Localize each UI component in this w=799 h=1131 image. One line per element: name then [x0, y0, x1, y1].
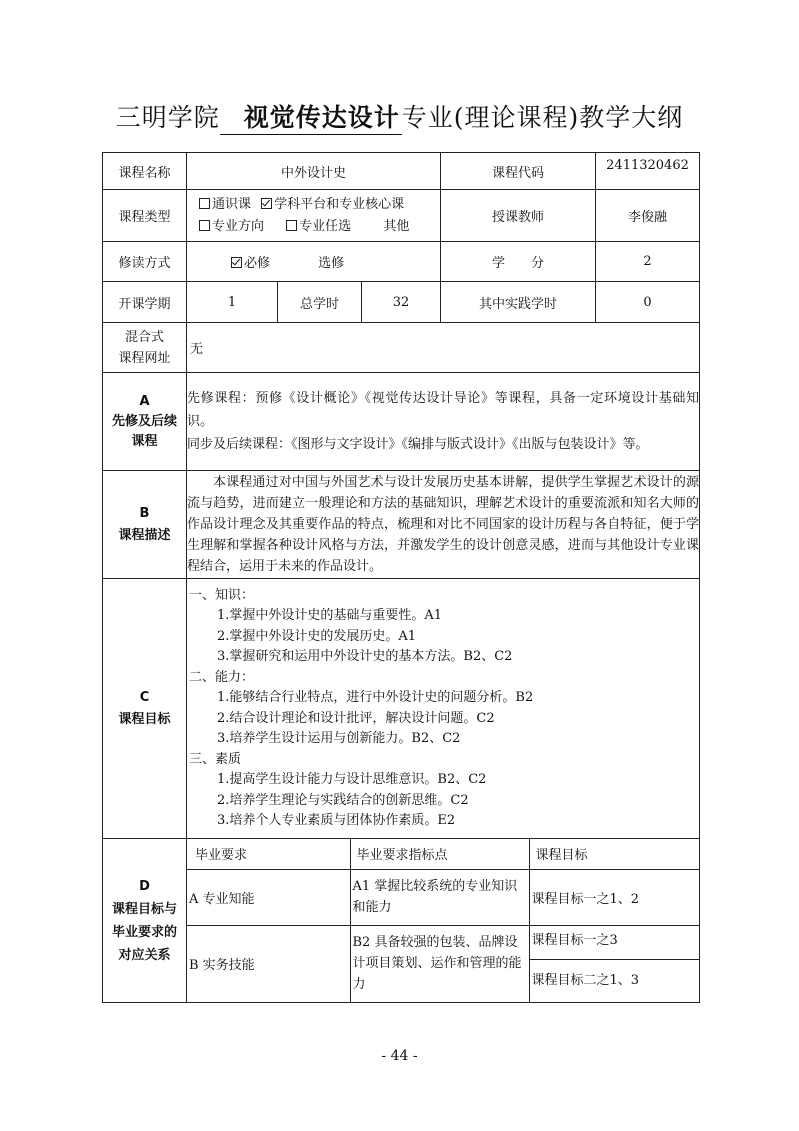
teacher-label: 授课教师: [441, 190, 596, 242]
course-code-label: 课程代码: [441, 153, 596, 190]
knowledge-item-3: 3.掌握研究和运用中外设计史的基本方法。B2、C2: [217, 649, 513, 664]
course-description: 本课程通过对中国与外国艺术与设计发展历史基本讲解，提供学生掌握艺术设计的源流与趋势，进而建立一般理论和方法的基础知识，理解艺术设计的重要流派和知名大师的作品设计理念及其重要作品的特点，梳理和对比不同国家的设计历程与各自特征，便于学生理解和掌握各种设计风格与方法，并激发学生的设计创意灵感，进而与其他设计专业课程结合，运用于未来的作品设计。: [187, 471, 700, 579]
practice-hours: 0: [596, 282, 700, 323]
course-code: 2411320462: [596, 153, 700, 190]
mapping-cell: [187, 839, 700, 1003]
credit-label: 学 分: [441, 242, 596, 282]
section-d-label-line1: 课程目标与: [111, 901, 177, 917]
course-name: 中外设计史: [187, 153, 441, 190]
course-type-label: 课程类型: [103, 190, 187, 242]
course-url: 无: [187, 323, 700, 373]
credit: 2: [596, 242, 700, 282]
section-c-letter: C: [139, 689, 150, 705]
syllabus-table: [102, 152, 700, 1003]
section-b-label: [103, 471, 187, 579]
quality-heading: 三、素质: [189, 751, 242, 767]
mapping-header-row: [187, 839, 699, 869]
section-d-letter: D: [139, 878, 150, 894]
section-c-label-text: 课程目标: [118, 711, 171, 727]
title-prefix: 三明学院: [115, 103, 220, 132]
teacher: 李俊融: [596, 190, 700, 242]
section-d-label: [103, 839, 187, 1003]
page-number: - 44 -: [381, 1048, 418, 1064]
section-d-label-line2: 毕业要求的: [111, 924, 177, 940]
row-section-a: [103, 373, 700, 471]
knowledge-heading: 一、知识：: [189, 587, 255, 603]
checkbox-general[interactable]: [199, 198, 210, 209]
ability-item-1: 1.能够结合行业特点，进行中外设计史的问题分析。B2: [217, 690, 534, 705]
total-hours: 32: [362, 282, 441, 323]
checkbox-optional[interactable]: [286, 220, 297, 231]
row-semester: [103, 282, 700, 323]
row-section-b: [103, 471, 700, 579]
semester-label: 开课学期: [103, 282, 187, 323]
study-elective: 选修: [318, 256, 345, 271]
study-mode-options: [187, 242, 441, 282]
row-course-name: [103, 153, 700, 190]
header-goal: 课程目标: [529, 839, 699, 869]
requirement-a: A 专业知能: [187, 869, 350, 925]
title-major: 视觉传达设计: [220, 98, 402, 135]
ability-item-3: 3.培养学生设计运用与创新能力。B2、C2: [217, 731, 461, 746]
type-general: 通识课: [212, 196, 252, 212]
prereq-courses: 先修课程：预修《设计概论》《视觉传达设计导论》等课程，具备一定环境设计基础知识。: [187, 391, 700, 429]
row-section-d: [103, 839, 700, 1003]
course-objectives: [187, 579, 700, 839]
goal-b-1: 课程目标一之3: [530, 926, 700, 960]
mapping-row-a: [187, 869, 699, 925]
requirement-b: B 实务技能: [187, 925, 350, 1002]
type-direction: 专业方向: [212, 218, 265, 234]
ability-item-2: 2.结合设计理论和设计批评，解决设计问题。C2: [217, 710, 495, 726]
knowledge-item-2: 2.掌握中外设计史的发展历史。A1: [217, 628, 417, 644]
goal-a: 课程目标一之1、2: [529, 869, 699, 925]
type-core: 学科平台和专业核心课: [274, 196, 405, 212]
title-suffix: 专业(理论课程)教学大纲: [401, 103, 684, 132]
quality-item-1: 1.提高学生设计能力与设计思维意识。B2、C2: [217, 772, 487, 787]
section-a-content: [187, 373, 700, 471]
row-study-mode: [103, 242, 700, 282]
section-a-label-line2: 课程: [131, 433, 158, 449]
header-indicator: 毕业要求指标点: [350, 839, 529, 869]
goal-b-2: 课程目标二之1、3: [531, 972, 640, 988]
section-a-label: [103, 373, 187, 471]
indicator-a1: A1 掌握比较系统的专业知识和能力: [350, 869, 529, 925]
quality-item-3: 3.培养个人专业素质与团体协作素质。E2: [217, 813, 456, 828]
section-a-letter: A: [139, 393, 150, 409]
practice-hours-label: 其中实践学时: [441, 282, 596, 323]
checkbox-core-checked[interactable]: [261, 198, 272, 209]
type-other: 其他: [383, 218, 410, 234]
course-type-options: [187, 190, 441, 242]
mapping-row-b: [187, 925, 699, 1002]
course-url-label: [103, 323, 187, 373]
section-a-label-line1: 先修及后续: [111, 413, 177, 429]
total-hours-label: 总学时: [278, 282, 362, 323]
indicator-b2: B2 具备较强的包装、品牌设计项目策划、运作和管理的能力: [350, 925, 529, 1002]
row-course-url: [103, 323, 700, 373]
goal-b-cell: [529, 925, 699, 1002]
mapping-table: [187, 839, 699, 1002]
type-optional: 专业任选: [299, 218, 352, 234]
section-b-label-text: 课程描述: [118, 527, 171, 543]
followup-courses: 同步及后续课程：《图形与文字设计》《编排与版式设计》《出版与包装设计》等。: [187, 437, 649, 452]
study-required: 必修: [244, 256, 271, 271]
checkbox-required-checked[interactable]: [231, 257, 242, 268]
knowledge-item-1: 1.掌握中外设计史的基础与重要性。A1: [217, 608, 443, 623]
row-section-c: [103, 579, 700, 839]
checkbox-direction[interactable]: [199, 220, 210, 231]
page-title: [0, 98, 799, 135]
section-c-label: [103, 579, 187, 839]
course-url-label-line2: 课程网址: [118, 350, 171, 366]
course-url-label-line1: 混合式: [124, 329, 164, 345]
section-b-letter: B: [139, 505, 150, 521]
semester: 1: [187, 282, 278, 323]
header-requirement: 毕业要求: [187, 839, 350, 869]
course-name-label: 课程名称: [103, 153, 187, 190]
section-d-label-line3: 对应关系: [118, 947, 171, 963]
quality-item-2: 2.培养学生理论与实践结合的创新思维。C2: [217, 792, 469, 808]
row-course-type: [103, 190, 700, 242]
ability-heading: 二、能力：: [189, 669, 255, 685]
study-mode-label: 修读方式: [103, 242, 187, 282]
